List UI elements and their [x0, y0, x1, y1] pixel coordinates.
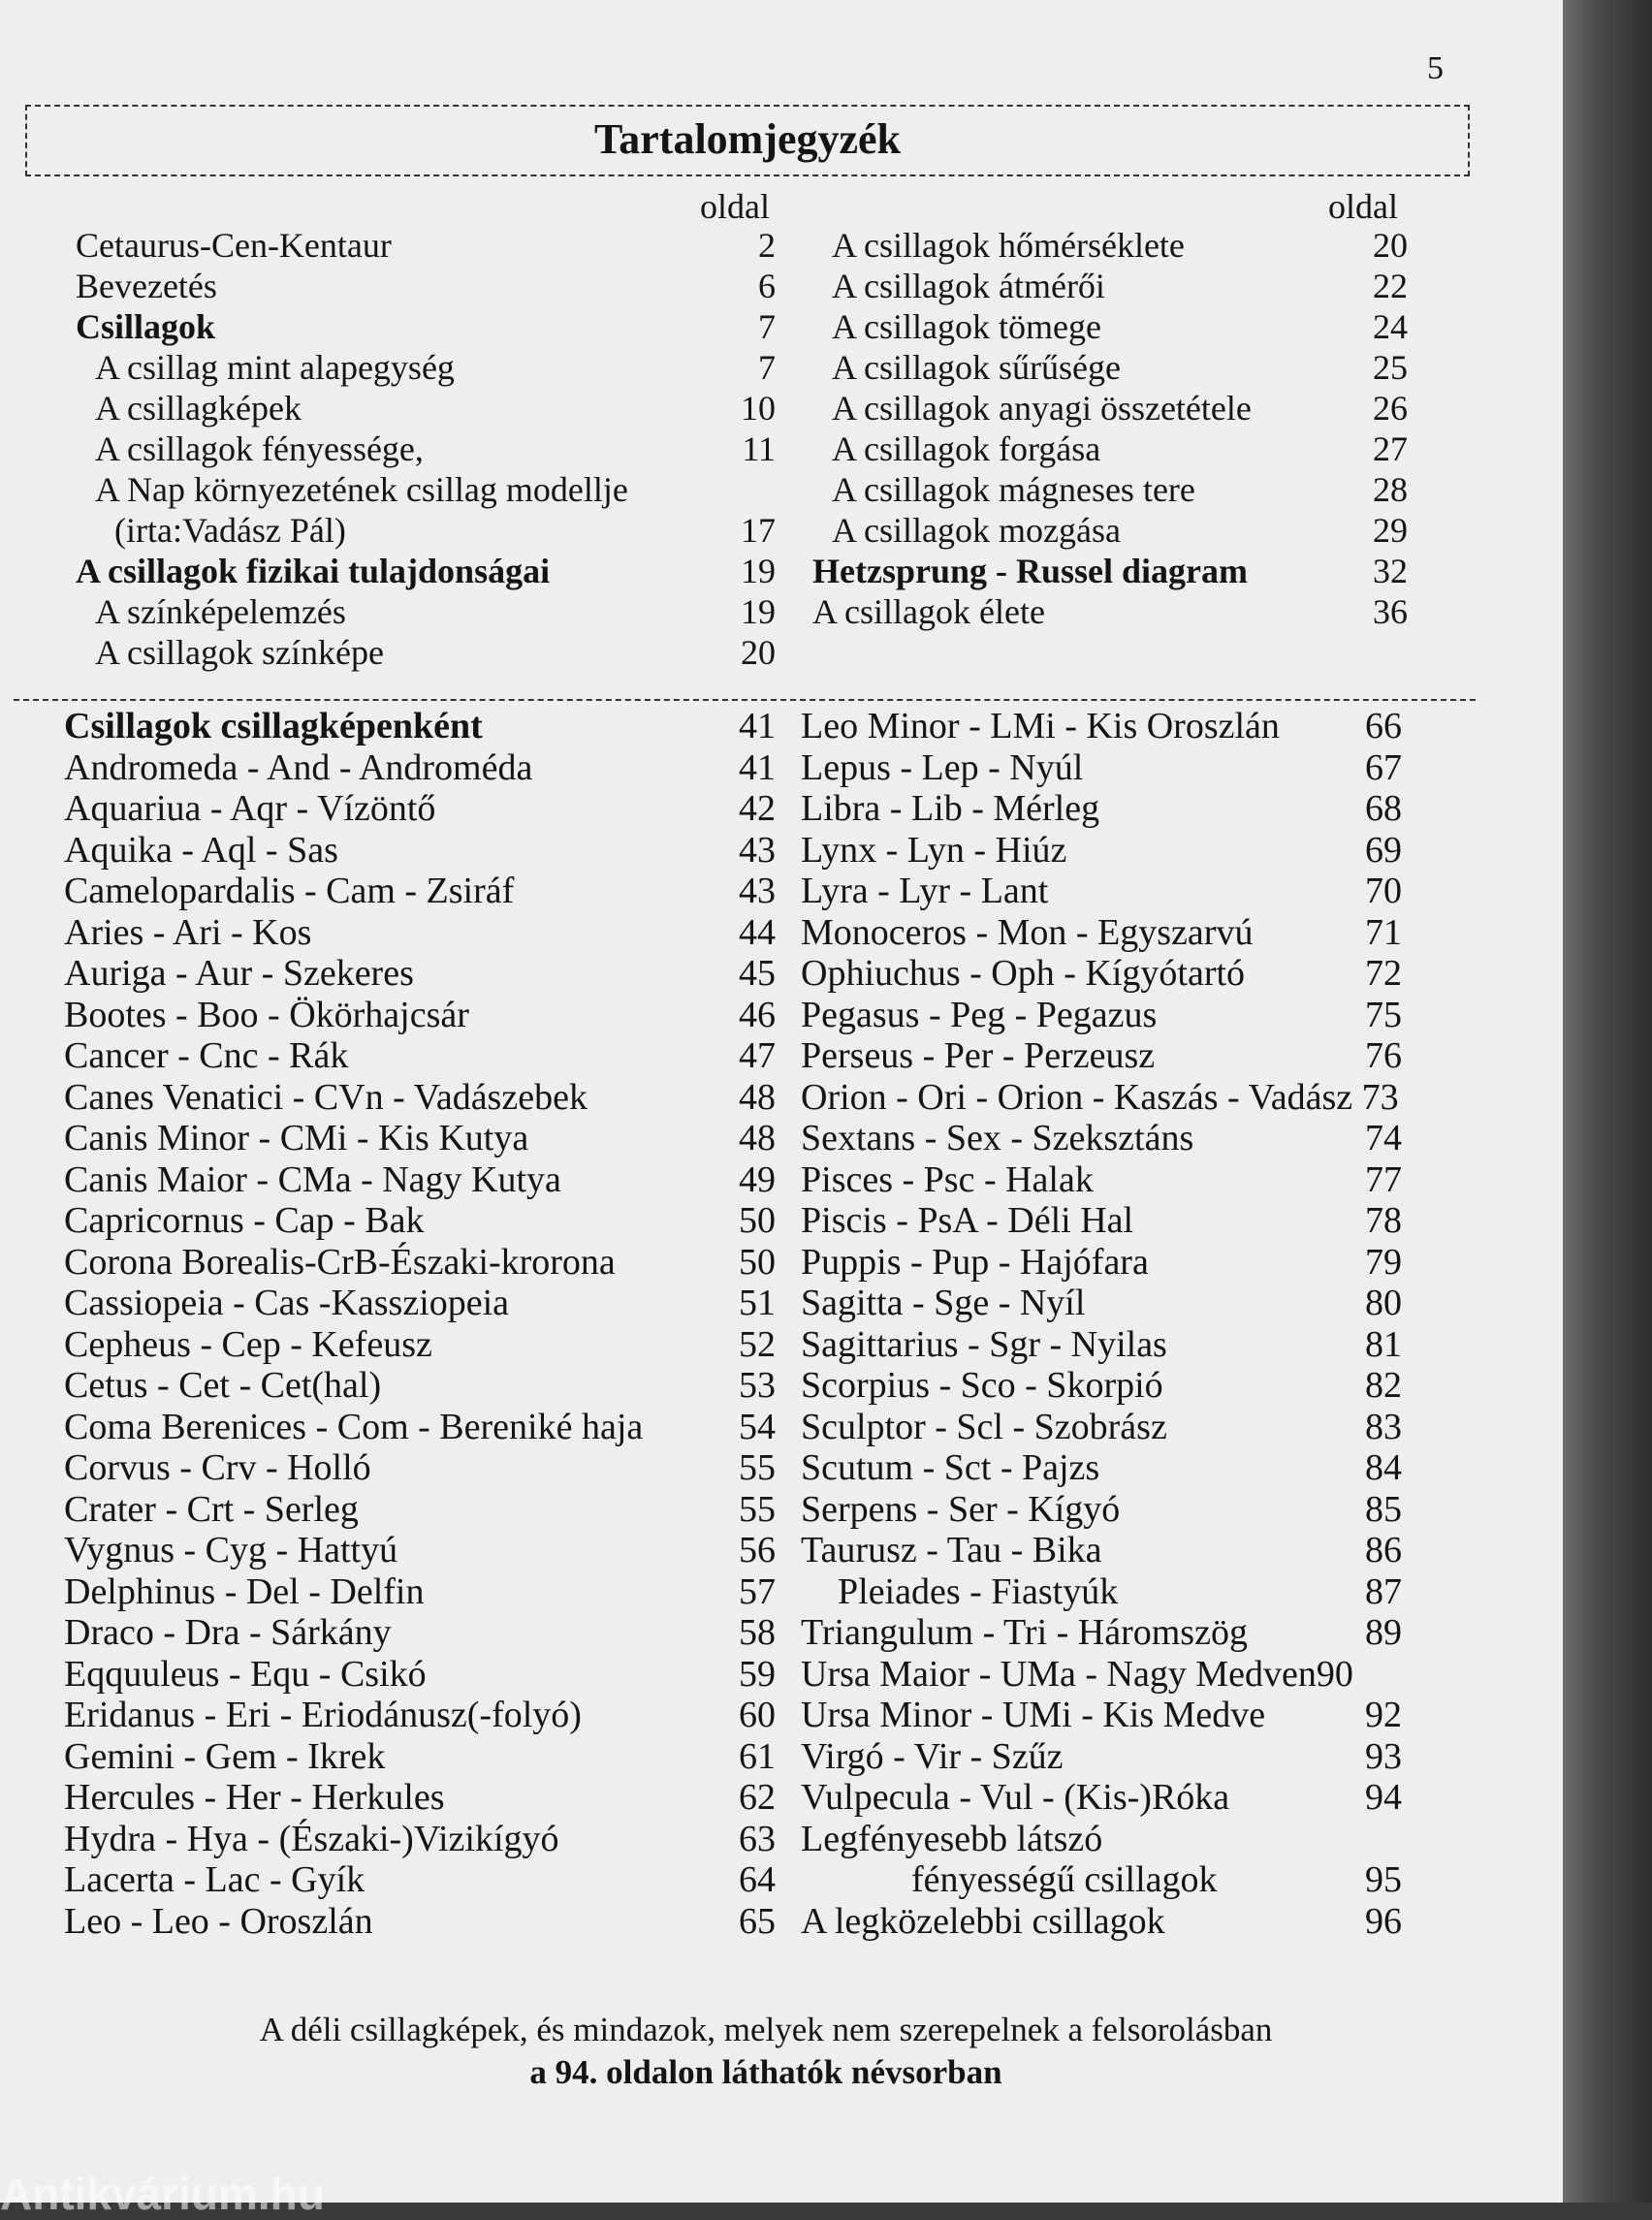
toc-entry-title: A csillagok forgása [832, 429, 1101, 468]
toc-entry [801, 1489, 1402, 1531]
toc-entry-page: 92 [1365, 1695, 1402, 1735]
toc-entry-page: 57 [739, 1570, 776, 1612]
toc-entry-page: 45 [739, 953, 776, 994]
toc-entry [801, 1407, 1402, 1448]
toc-entry-page: 48 [739, 1076, 776, 1118]
toc-entry [812, 591, 1408, 632]
toc-entry-page: 78 [1365, 1200, 1402, 1241]
toc-entry-title: fényességű csillagok [911, 1859, 1218, 1900]
toc-entry [812, 551, 1408, 591]
toc-entry [64, 1654, 776, 1696]
toc-entry-title: Lyra - Lyr - Lant [801, 871, 1049, 911]
page-edge [1563, 0, 1652, 2203]
toc-entry-page: 83 [1365, 1406, 1402, 1447]
toc-entry-page: 85 [1365, 1488, 1402, 1530]
toc-entry-page: 49 [739, 1158, 776, 1200]
toc-entry [76, 591, 776, 632]
toc-entry [76, 469, 776, 510]
toc-entry [76, 266, 776, 306]
toc-entry-page: 27 [1373, 429, 1408, 468]
toc-entry-title: Orion - Ori - Orion - Kaszás - Vadász 73 [801, 1076, 1399, 1118]
toc-entry [801, 788, 1402, 830]
toc-entry-page: 24 [1373, 307, 1408, 346]
toc-entry-page: 47 [739, 1035, 776, 1076]
toc-entry-page: 25 [1373, 348, 1408, 387]
toc-entry-title: Gemini - Gem - Ikrek [64, 1735, 386, 1777]
toc-entry-title: Cepheus - Cep - Kefeusz [64, 1323, 432, 1365]
toc-entry-title: Sculptor - Scl - Szobrász [801, 1406, 1167, 1447]
toc-entry-title: Piscis - PsA - Déli Hal [801, 1200, 1134, 1241]
toc-entry-title: A csillagok mágneses tere [832, 470, 1195, 509]
section-divider [14, 699, 1476, 701]
toc-entry [812, 510, 1408, 551]
toc-entry-title: Scorpius - Sco - Skorpió [801, 1365, 1163, 1406]
toc-entry-page: 65 [739, 1900, 776, 1942]
toc-entry-page: 29 [1373, 511, 1408, 550]
toc-entry [801, 1859, 1402, 1901]
toc-entry-title: Monoceros - Mon - Egyszarvú [801, 911, 1254, 953]
toc-entry-page: 41 [739, 706, 776, 746]
toc-entry-page: 64 [739, 1859, 776, 1900]
toc-entry [64, 706, 776, 747]
toc-entry-page: 48 [739, 1118, 776, 1158]
toc-entry-page: 79 [1365, 1241, 1402, 1283]
toc-entry-title: Pegasus - Peg - Pegazus [801, 994, 1158, 1035]
toc-entry-page: 46 [739, 994, 776, 1035]
toc-entry [64, 1530, 776, 1571]
toc-entry [812, 428, 1408, 469]
toc-entry-page: 26 [1373, 389, 1408, 428]
toc-entry [64, 747, 776, 789]
toc-entry-page: 19 [741, 552, 776, 590]
toc-entry-page: 17 [741, 511, 776, 550]
toc-entry-title: Vulpecula - Vul - (Kis-)Róka [801, 1777, 1230, 1818]
toc-entry [64, 1242, 776, 1284]
toc-entry-page: 43 [739, 871, 776, 911]
footer-note-bold: a 94. oldalon láthatók névsorban [529, 2053, 1002, 2091]
toc-entry-title: A legközelebbi csillagok [801, 1900, 1165, 1942]
toc-entry-page: 75 [1365, 994, 1402, 1035]
toc-entry [801, 1077, 1402, 1119]
toc-entry-title: A csillagok sűrűsége [832, 348, 1121, 387]
toc-entry-title: Canis Minor - CMi - Kis Kutya [64, 1118, 529, 1158]
toc-entry-title: Sagitta - Sge - Nyíl [801, 1283, 1086, 1323]
toc-entry-title: Cancer - Cnc - Rák [64, 1035, 349, 1076]
toc-entry [801, 912, 1402, 954]
toc-entry-title: Legfényesebb látszó [801, 1818, 1103, 1859]
toc-entry [64, 1159, 776, 1201]
page-column-header-left: oldal [700, 187, 770, 226]
toc-entry-title: Bevezetés [76, 267, 217, 305]
toc-entry [801, 1118, 1402, 1159]
toc-entry [801, 1571, 1402, 1613]
toc-entry [812, 306, 1408, 347]
toc-entry-title: Lacerta - Lac - Gyík [64, 1859, 365, 1900]
toc-entry-title: Corvus - Crv - Holló [64, 1447, 371, 1488]
toc-entry-page: 62 [739, 1777, 776, 1818]
toc-entry-page: 71 [1365, 911, 1402, 953]
toc-entry [801, 830, 1402, 872]
toc-entry-title: Canes Venatici - CVn - Vadászebek [64, 1076, 588, 1118]
toc-entry [76, 225, 776, 266]
toc-entry [64, 871, 776, 912]
toc-entry-page: 53 [739, 1365, 776, 1406]
toc-entry-page: 94 [1365, 1777, 1402, 1818]
toc-entry-title: Serpens - Ser - Kígyó [801, 1488, 1121, 1530]
toc-entry-page: 93 [1365, 1735, 1402, 1777]
toc-entry [64, 1901, 776, 1943]
toc-entry [801, 1447, 1402, 1489]
toc-entry-title: Delphinus - Del - Delfin [64, 1570, 425, 1612]
toc-entry [64, 1819, 776, 1860]
toc-entry [801, 1819, 1402, 1860]
toc-entry-page: 70 [1365, 871, 1402, 911]
toc-entry-page: 72 [1365, 953, 1402, 994]
watermark: Antikvárium.hu [0, 2169, 325, 2219]
toc-entry-title: Aquika - Aql - Sas [64, 829, 338, 871]
toc-entry-title: Pleiades - Fiastyúk [838, 1570, 1119, 1612]
toc-entry-page: 74 [1365, 1118, 1402, 1158]
toc-entry-title: Csillagok csillagképenként [64, 706, 483, 746]
toc-entry [64, 1447, 776, 1489]
toc-entry-title: (irta:Vadász Pál) [114, 511, 346, 550]
toc-entry-page: 51 [739, 1283, 776, 1323]
toc-entry-title: Pisces - Psc - Halak [801, 1158, 1094, 1200]
toc-entry-page: 96 [1365, 1900, 1402, 1942]
toc-entry-title: A csillagok tömege [832, 307, 1101, 346]
toc-entry-page: 69 [1365, 829, 1402, 871]
toc-entry-page: 55 [739, 1488, 776, 1530]
toc-entry [64, 1283, 776, 1324]
toc-entry-page: 59 [739, 1653, 776, 1695]
toc-entry-title: Ursa Maior - UMa - Nagy Medven90 [801, 1653, 1353, 1695]
toc-entry-title: A csillagképek [95, 389, 302, 428]
toc-entry-title: A csillagok hőmérséklete [832, 226, 1185, 265]
toc-entry [801, 871, 1402, 912]
toc-entry-title: Auriga - Aur - Szekeres [64, 953, 414, 994]
toc-entry-title: Hercules - Her - Herkules [64, 1777, 445, 1818]
toc-entry-title: Scutum - Sct - Pajzs [801, 1447, 1100, 1488]
toc-entry [76, 428, 776, 469]
toc-entry-title: Draco - Dra - Sárkány [64, 1612, 392, 1653]
toc-entry-title: Aries - Ari - Kos [64, 911, 312, 953]
toc-entry-page: 56 [739, 1530, 776, 1570]
toc-entry-title: A színképelemzés [95, 592, 346, 631]
toc-entry-title: Hetzsprung - Russel diagram [812, 552, 1248, 590]
toc-entry-page: 32 [1373, 552, 1408, 590]
toc-entry-title: Bootes - Boo - Ökörhajcsár [64, 994, 469, 1035]
toc-entry [64, 1695, 776, 1736]
toc-entry-title: Ophiuchus - Oph - Kígyótartó [801, 953, 1246, 994]
toc-entry-page: 67 [1365, 746, 1402, 788]
toc-entry [64, 1035, 776, 1077]
toc-entry [76, 632, 776, 673]
toc-entry [64, 1612, 776, 1654]
toc-entry-page: 11 [742, 429, 776, 468]
toc-entry [76, 551, 776, 591]
toc-entry [64, 788, 776, 830]
toc-entry-title: Cetaurus-Cen-Kentaur [76, 226, 392, 265]
toc-entry-page: 7 [758, 348, 776, 387]
toc-entry [801, 747, 1402, 789]
toc-entry-title: Aquariua - Aqr - Vízöntő [64, 788, 436, 829]
toc-entry-title: Virgó - Vir - Szűz [801, 1735, 1064, 1777]
toc-entry-page: 42 [739, 788, 776, 829]
toc-entry-page: 20 [741, 633, 776, 672]
toc-entry-title: Andromeda - And - Androméda [64, 746, 533, 788]
toc-entry-title: Crater - Crt - Serleg [64, 1488, 359, 1530]
toc-entry-title: Camelopardalis - Cam - Zsiráf [64, 871, 515, 911]
toc-top-right [812, 225, 1408, 632]
toc-entry [64, 953, 776, 995]
toc-entry [801, 706, 1402, 747]
toc-entry [64, 1859, 776, 1901]
toc-constellations-left [64, 706, 776, 1942]
toc-entry-title: Coma Berenices - Com - Bereniké haja [64, 1406, 644, 1447]
toc-entry-page: 20 [1373, 226, 1408, 265]
toc-entry-title: A csillagok fényessége, [95, 429, 424, 468]
toc-entry-title: Perseus - Per - Perzeusz [801, 1035, 1156, 1076]
toc-entry-title: Lynx - Lyn - Hiúz [801, 829, 1067, 871]
toc-entry-page: 77 [1365, 1158, 1402, 1200]
toc-entry-title: A csillag mint alapegység [95, 348, 455, 387]
toc-entry [64, 1077, 776, 1119]
toc-entry [76, 306, 776, 347]
toc-entry [64, 912, 776, 954]
footer-note: A déli csillagképek, és mindazok, melyek nem szerepelnek a felsorolásban [259, 2011, 1273, 2048]
toc-entry-page: 61 [739, 1735, 776, 1777]
toc-entry-title: Cetus - Cet - Cet(hal) [64, 1365, 382, 1406]
toc-entry-page: 68 [1365, 788, 1402, 829]
toc-entry [801, 1159, 1402, 1201]
toc-entry-page: 55 [739, 1447, 776, 1488]
page-column-header-right: oldal [1328, 187, 1398, 226]
toc-entry [64, 1407, 776, 1448]
toc-entry [812, 225, 1408, 266]
toc-entry-page: 82 [1365, 1365, 1402, 1406]
toc-entry [64, 1777, 776, 1819]
toc-entry-title: Eridanus - Eri - Eriodánusz(-folyó) [64, 1695, 582, 1735]
toc-entry-title: A csillagok anyagi összetétele [832, 389, 1252, 428]
toc-entry-page: 19 [741, 592, 776, 631]
toc-entry-page: 60 [739, 1695, 776, 1735]
toc-entry-page: 22 [1373, 267, 1408, 305]
toc-entry-page: 84 [1365, 1447, 1402, 1488]
page-number: 5 [1427, 50, 1444, 86]
toc-entry-page: 6 [758, 267, 776, 305]
toc-entry-title: Leo - Leo - Oroszlán [64, 1900, 373, 1942]
toc-entry-title: Hydra - Hya - (Északi-)Vizikígyó [64, 1818, 559, 1859]
toc-entry-title: A csillagok átmérői [832, 267, 1105, 305]
toc-entry [64, 1365, 776, 1407]
toc-entry-title: A csillagok színképe [95, 633, 384, 672]
toc-entry-title: A csillagok mozgása [832, 511, 1121, 550]
toc-entry-page: 50 [739, 1241, 776, 1283]
toc-entry [64, 1489, 776, 1531]
toc-entry-title: Corona Borealis-CrB-Északi-krorona [64, 1241, 616, 1283]
toc-entry [801, 1324, 1402, 1366]
toc-entry [801, 1200, 1402, 1242]
toc-entry [801, 1242, 1402, 1284]
toc-entry-title: Taurusz - Tau - Bika [801, 1530, 1102, 1570]
toc-entry-title: Canis Maior - CMa - Nagy Kutya [64, 1158, 561, 1200]
toc-entry-page: 52 [739, 1323, 776, 1365]
toc-entry [64, 995, 776, 1036]
toc-entry-page: 95 [1365, 1859, 1402, 1900]
toc-entry [76, 347, 776, 388]
toc-entry-title: Sextans - Sex - Szeksztáns [801, 1118, 1194, 1158]
toc-entry-page: 10 [741, 389, 776, 428]
toc-entry-page: 86 [1365, 1530, 1402, 1570]
toc-entry-title: Vygnus - Cyg - Hattyú [64, 1530, 398, 1570]
toc-entry [801, 953, 1402, 995]
toc-entry-page: 2 [758, 226, 776, 265]
toc-entry [801, 1654, 1402, 1696]
toc-entry [812, 388, 1408, 428]
toc-entry-page: 58 [739, 1612, 776, 1653]
toc-entry-page: 44 [739, 911, 776, 953]
toc-entry-title: Capricornus - Cap - Bak [64, 1200, 425, 1241]
toc-entry [801, 1530, 1402, 1571]
toc-entry-page: 87 [1365, 1570, 1402, 1612]
toc-entry-title: Eqquuleus - Equ - Csikó [64, 1653, 427, 1695]
toc-entry-page: 7 [758, 307, 776, 346]
toc-entry-page: 28 [1373, 470, 1408, 509]
toc-entry-page: 89 [1365, 1612, 1402, 1653]
toc-entry-title: Csillagok [76, 307, 216, 346]
toc-entry-title: A csillagok fizikai tulajdonságai [76, 552, 551, 590]
toc-entry [64, 1571, 776, 1613]
toc-entry [64, 1200, 776, 1242]
toc-entry [64, 1118, 776, 1159]
toc-entry [812, 347, 1408, 388]
toc-top-left [76, 225, 776, 673]
toc-entry [801, 1695, 1402, 1736]
toc-entry [64, 830, 776, 872]
toc-entry-title: Sagittarius - Sgr - Nyilas [801, 1323, 1167, 1365]
toc-entry-title: A Nap környezetének csillag modellje [95, 470, 628, 509]
toc-entry [801, 1901, 1402, 1943]
toc-entry-title: Puppis - Pup - Hajófara [801, 1241, 1149, 1283]
toc-entry [76, 388, 776, 428]
toc-entry [801, 1612, 1402, 1654]
toc-entry [801, 1736, 1402, 1778]
toc-constellations-right [801, 706, 1402, 1942]
toc-entry-page: 50 [739, 1200, 776, 1241]
toc-entry-title: Lepus - Lep - Nyúl [801, 746, 1084, 788]
toc-entry-page: 54 [739, 1406, 776, 1447]
toc-entry [801, 1283, 1402, 1324]
toc-entry-title: Leo Minor - LMi - Kis Oroszlán [801, 706, 1280, 746]
toc-entry [801, 1365, 1402, 1407]
toc-entry-page: 81 [1365, 1323, 1402, 1365]
toc-entry [64, 1736, 776, 1778]
toc-entry-title: Libra - Lib - Mérleg [801, 788, 1100, 829]
toc-entry-page: 63 [739, 1818, 776, 1859]
toc-entry-page: 41 [739, 746, 776, 788]
toc-entry-page: 43 [739, 829, 776, 871]
toc-entry-title: Triangulum - Tri - Háromszög [801, 1612, 1248, 1653]
toc-entry-page: 36 [1373, 592, 1408, 631]
toc-entry-title: Ursa Minor - UMi - Kis Medve [801, 1695, 1266, 1735]
title-box [25, 105, 1470, 176]
toc-entry [812, 469, 1408, 510]
toc-entry [801, 1035, 1402, 1077]
toc-entry [76, 510, 776, 551]
toc-entry [64, 1324, 776, 1366]
toc-entry-page: 76 [1365, 1035, 1402, 1076]
toc-entry-title: A csillagok élete [812, 592, 1045, 631]
toc-entry-title: Cassiopeia - Cas -Kassziopeia [64, 1283, 510, 1323]
toc-entry-page: 80 [1365, 1283, 1402, 1323]
toc-entry [801, 995, 1402, 1036]
page-title: Tartalomjegyzék [593, 115, 902, 163]
toc-entry [812, 266, 1408, 306]
toc-entry [801, 1777, 1402, 1819]
toc-entry-page: 66 [1365, 706, 1402, 746]
